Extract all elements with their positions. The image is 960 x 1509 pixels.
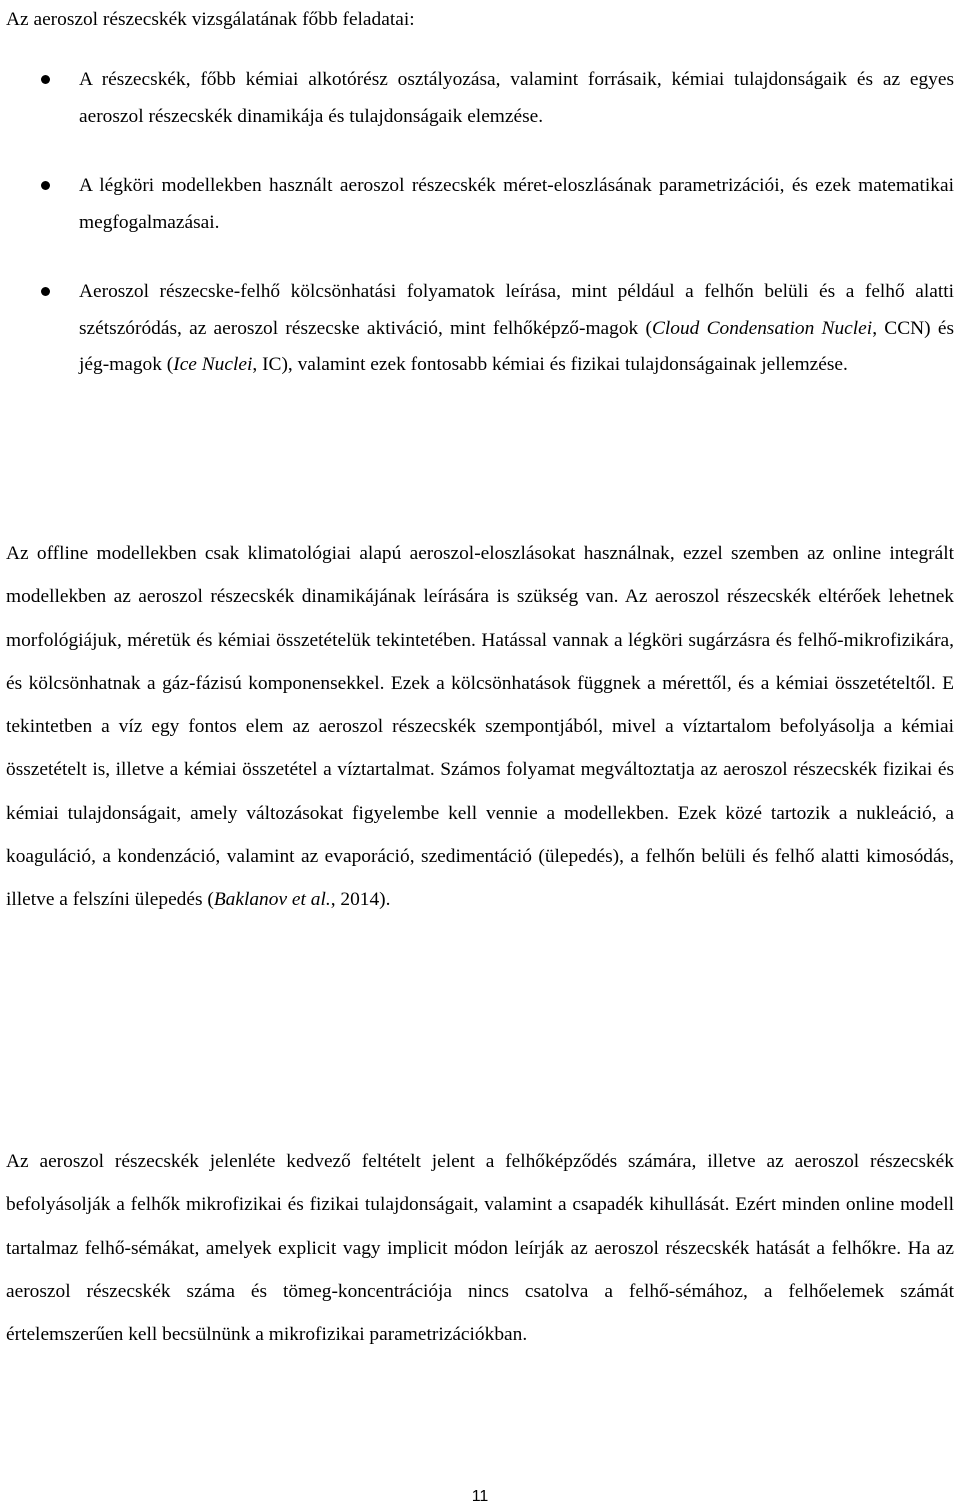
term-ice-nuclei: Ice Nuclei bbox=[173, 354, 253, 375]
list-item-text: , IC), valamint ezek fontosabb kémiai és fizikai tulajdonságainak jellemzése. bbox=[252, 354, 848, 375]
list-item bbox=[0, 62, 960, 135]
task-list bbox=[0, 62, 960, 384]
paragraph-text: Az offline modellekben csak klimatológiai alapú aeroszol-eloszlásokat használnak, ezzel szemben az online integrált modellekben az aeroszol részecskék dinamikájának leírására is szükség van. Az aeroszol részecskék eltérőek lehetnek morfológiájuk, méretük és kémiai összetételük tekintetében. Hatással vannak a légköri sugárzásra és felhő-mikrofizikára, és kölcsönhatnak a gáz-fázisú komponensekkel. Ezek a kölcsönhatások függnek a mérettől, és a kémiai összetételtől. E tekintetben a víz egy fontos elem az aeroszol részecskék szempontjából, mivel a víztartalom befolyásolja a kémiai összetételt is, illetve a kémiai összetétel a víztartalmat. Számos folyamat megváltoztatja az aeroszol részecskék fizikai és kémiai tulajdonságait, amely változásokat figyelembe kell vennie a modellekben. Ezek közé tartozik a nukleáció, a koaguláció, a kondenzáció, valamint az evaporáció, szedimentáció (ülepedés), a felhőn belüli és felhő alatti kimosódás, illetve a felszíni ülepedés ( bbox=[6, 543, 954, 911]
list-item-text: , CCN) és jég-magok ( bbox=[79, 317, 955, 375]
list-item bbox=[0, 168, 960, 241]
list-item-text: Aeroszol részecske-felhő kölcsönhatási folyamatok leírása, mint például a felhőn belüli és a felhő alatti szétszóródás, az aeroszol részecske aktiváció, mint felhőképző-magok ( bbox=[79, 281, 954, 339]
body-paragraph: Az aeroszol részecskék jelenléte kedvező feltételt jelent a felhőképződés számára, illetve az aeroszol részecskék befolyásolják a felhők mikrofizikai és fizikai tulajdonságait, valamint a csapadék kihullását. Ezért minden online modell tartalmaz felhő-sémákat, amelyek explicit vagy implicit módon leírják az aeroszol részecskék hatását a felhőkre. Ha az aeroszol részecskék száma és tömeg-koncentrációja nincs csatolva a felhő-sémához, a felhőelemek számát értelemszerűen kell becsülnünk a mikrofizikai parametrizációkban. bbox=[6, 1151, 954, 1346]
section-heading: Az aeroszol részecskék vizsgálatának főbb feladatai: bbox=[6, 9, 415, 30]
page-number: 11 bbox=[471, 1488, 489, 1505]
paragraph-text-end: , 2014). bbox=[330, 889, 391, 911]
list-item bbox=[0, 274, 960, 384]
citation: Baklanov et al. bbox=[213, 889, 331, 911]
body-paragraph bbox=[6, 532, 954, 922]
list-item-text: A légköri modellekben használt aeroszol részecskék méret-eloszlásának parametrizációi, és ezek matematikai megfogalmazásai. bbox=[79, 175, 954, 233]
list-item-text: A részecskék, főbb kémiai alkotórész osztályozása, valamint forrásaik, kémiai tulajdonságaik és az egyes aeroszol részecskék dinamikája és tulajdonságaik elemzése. bbox=[79, 69, 954, 127]
term-cloud-condensation-nuclei: Cloud Condensation Nuclei bbox=[651, 317, 873, 339]
